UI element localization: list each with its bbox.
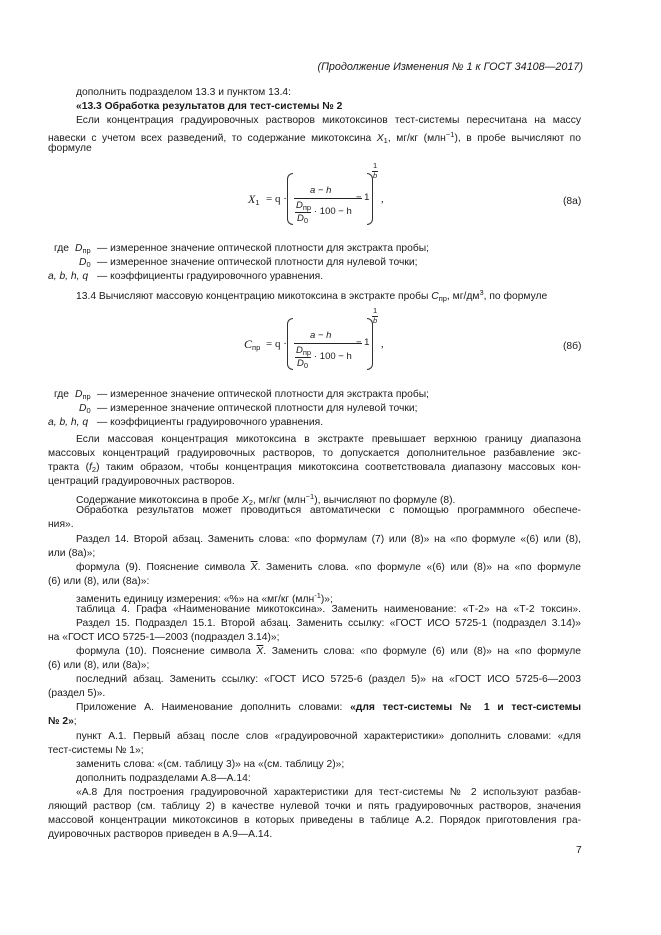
eq-a-right-paren [367,173,373,225]
def-b2-text: — коэффициенты градуировочного уравнения. [97,417,324,428]
content-para: Содержание микотоксина в пробе $X_2$, мг/кг (млн$^{-1}$), вычисляют по формуле (8). [76,492,456,507]
last-line1: последний абзац. Заменить ссылку: «ГОСТ ИСО 5725-6 (раздел 5)» на «ГОСТ ИСО 5725-6—2003 [76,674,581,685]
para1-line2: навески с учетом всех разведений, то содержание микотоксина $X_1$, мг/кг (млн$^{-1}$), в пробе вычисляют по [48,130,581,145]
eq-b-comma: , [381,338,384,350]
eq-a-exp-den: b [373,171,378,180]
addA-line: дополнить подразделами А.8—А.14: [76,773,251,784]
A8-line3: массовой концентрации микотоксинов в которых приведены в таблице А.2. Порядок приготовления гра- [48,815,581,826]
eq-a-main-fraction-line [294,198,362,199]
eq-b-lhs: $C_{пр}$ [244,337,261,352]
eq-a-lhs: $X_1$ [248,192,260,207]
def-b-where: где [54,389,70,400]
def-a2-text: — коэффициенты градуировочного уравнения. [97,271,324,282]
f10-line1: формула (10). Пояснение символа $\overline{X}$. Заменить слова: «по формуле (6) или (8)» на «по формуле [76,646,581,657]
eq-b-left-paren [287,318,293,370]
def-b0-symbol: $D_{пр}$ [75,389,91,401]
r15-line1: Раздел 15. Подраздел 15.1. Второй абзац. Заменить ссылку: «ГОСТ ИСО 5725-1 (подраздел 3.14)» [76,618,581,629]
eq-b-exp-den: b [373,316,378,325]
eq-a-dnum: $D_{пр}$ [296,200,312,212]
def-a-where: где [54,243,70,254]
mass-line2: массовых концентраций градуировочных растворов, то допускается дополнительное разбавление экс- [48,448,581,459]
eq-a-minus-one: − 1 [356,192,370,203]
intro-text: дополнить подразделом 13.3 и пунктом 13.4: [76,87,292,98]
eq-a-dtail: · 100 − h [314,206,352,217]
mass-line4: центраций градуировочных растворов. [48,476,235,487]
t4-line: таблица 4. Графа «Наименование микотоксина». Заменить наименование: «Т-2» на «Т-2 токсин». [76,604,581,615]
def-a0-text: — измеренное значение оптической плотности для экстракта пробы; [97,243,430,254]
para1-line3: формуле [48,143,92,154]
eq-b-label: (8б) [563,341,582,352]
eq-a-comma: , [381,193,384,205]
eq-b-dnum: $D_{пр}$ [296,345,312,357]
f9-line2: (6) или (8), или (8а)»: [48,576,150,587]
def-a0-symbol: $D_{пр}$ [75,243,91,255]
appA-line1: Приложение А. Наименование дополнить словами: «для тест-системы № 1 и тест-системы [76,702,581,713]
last-line2: (раздел 5)». [48,688,106,699]
pA1-line2: тест-системы № 1»; [48,745,144,756]
unit-line: заменить единицу измерения: «%» на «мг/кг (млн$^{-1}$)»; [76,591,333,605]
A8-line4: дуировочных растворов приведен в А.9—А.14. [48,829,273,840]
replace-line: заменить слова: «(см. таблицу 3)» на «(см. таблицу 2)»; [76,759,345,770]
pA1-line1: пункт А.1. Первый абзац после слов «градуировочной характеристики» дополнить словами: «для [76,731,581,742]
eq-b-minus-one: − 1 [356,337,370,348]
def-b1-symbol: $D_0$ [79,403,91,415]
def-b0-text: — измеренное значение оптической плотности для экстракта пробы; [97,389,430,400]
para1-line1: Если концентрация градуировочных растворов микотоксинов тест-системы пересчитана на массу [76,115,581,126]
def-a1-text: — измеренное значение оптической плотности для нулевой точки; [97,257,418,268]
page-number: 7 [576,845,582,856]
eq-b-numerator: a − h [310,330,332,341]
r14-line2: или (8а)»; [48,548,96,559]
eq-a-exp-num: 1 [373,161,378,170]
def-a1-symbol: $D_0$ [79,257,91,269]
eq-a-numerator: a − h [310,185,332,196]
f10-line2: (6) или (8), или (8а)»; [48,660,150,671]
eq-a-left-paren [287,173,293,225]
r14-line1: Раздел 14. Второй абзац. Заменить слова: «по формулам (7) или (8)» на «по формуле «(6) или (8), [76,534,581,545]
def-a2-symbol: a, b, h, q [48,271,89,282]
eq-a-label: (8а) [563,196,582,207]
page-header: (Продолжение Изменения № 1 к ГОСТ 34108—2017) [317,61,583,73]
mass-line3: тракта $(f_2)$ таким образом, чтобы концентрация микотоксина соответствовала диапазону массовых кон- [48,462,581,474]
para-13-4: 13.4 Вычисляют массовую концентрацию микотоксина в экстракте пробы $C_{пр}$, $мг/дм^3$, по формуле [76,288,548,303]
auto-line2: ния». [48,519,74,530]
eq-a-dden: $D_0$ [297,213,309,225]
def-b1-text: — измеренное значение оптической плотности для нулевой точки; [97,403,418,414]
section-13-3-title: «13.3 Обработка результатов для тест-системы № 2 [76,101,343,112]
eq-b-dtail: · 100 − h [314,351,352,362]
eq-b-equals-q: = q · [266,338,287,350]
eq-b-right-paren [367,318,373,370]
def-b2-symbol: a, b, h, q [48,417,89,428]
A8-line1: «А.8 Для построения градуировочной характеристики для тест-системы № 2 используют разбав- [76,787,581,798]
f9-line1: формула (9). Пояснение символа $\overline{X}$. Заменить слова. «по формуле «(6) или (8)» на «по формуле [76,562,581,573]
r15-line2: на «ГОСТ ИСО 5725-1—2003 (подраздел 3.14)»; [48,632,280,643]
eq-b-exp-num: 1 [373,306,378,315]
auto-line1: Обработка результатов может проводиться автоматически с помощью программного обеспече- [76,505,581,516]
appA-line2: № 2»; [48,716,77,727]
eq-b-main-fraction-line [294,343,362,344]
eq-b-dden: $D_0$ [297,358,309,370]
eq-a-equals-q: = q · [266,193,287,205]
A8-line2: ляющий раствор (см. таблицу 2) в качестве нулевой точки и пять градуировочных растворов, значения [48,801,581,812]
mass-line1: Если массовая концентрация микотоксина в экстракте превышает верхнюю границу диапазона [76,434,581,445]
